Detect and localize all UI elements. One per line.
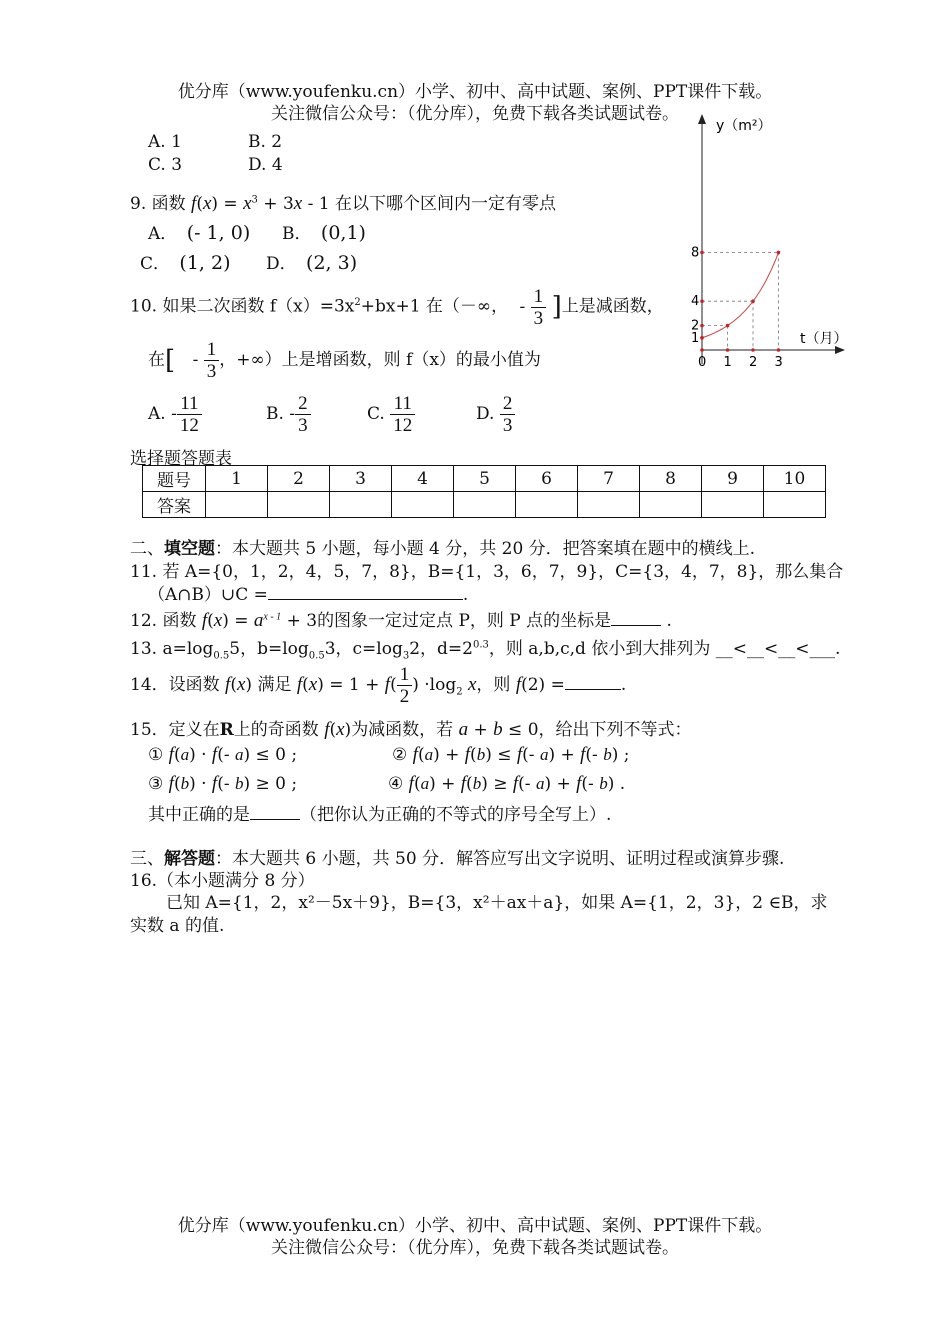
q10-fraction-1: $\frac{1}{3}$ [531,286,547,329]
q9-option-d: D． (2, 3) [266,252,358,274]
answer-cell[interactable] [330,492,392,518]
q9-question: 9. 函数 $f(x) = x^3 + 3x - 1$ 在以下哪个区间内一定有零点 [130,193,556,214]
q15-inequality-4: ④ f(a) + f(b) ≥ f(- a) + f(- b) . [388,773,626,794]
y-axis-arrow [698,114,706,124]
table-header-cell: 7 [578,466,640,492]
y-tick-label: 2 [691,318,700,334]
x-axis-label: t（月） [800,331,848,347]
answer-cell[interactable] [640,492,702,518]
y-axis-point [700,299,704,303]
q9-lead: 9. 函数 [130,194,186,214]
q10-option-b: B. - $\frac{2}{3}$ [266,389,311,439]
answer-cell[interactable] [454,492,516,518]
q8-option-c: C. 3 [148,155,183,175]
x-axis-point [751,348,755,352]
growth-curve [702,252,779,337]
q13-question: 13. $a=\log_{0.5}5$，$b=\log_{0.5}3$，$c=\log_32$，$d=2^{0.3}$，则 a,b,c,d 依小到大排列为 __<__<__<___. [130,639,841,662]
answer-cell[interactable] [578,492,640,518]
q9-option-c: C． (1, 2) [140,252,231,274]
row-header-answer: 答案 [143,492,206,518]
answer-cell[interactable] [764,492,826,518]
q10-option-c: C. $\frac{11}{12}$ [367,389,415,439]
table-header-cell: 4 [392,466,454,492]
table-header-cell: 6 [516,466,578,492]
q16-line-1: 已知 A={1，2，x²－5x＋9}，B={3，x²＋ax＋a}，如果 A={1，2，3}，2 ∈B，求 [166,893,828,913]
q16-title: 16.（本小题满分 8 分） [130,871,315,891]
q15-inequality-3: ③ f(b) · f(- b) ≥ 0 ; [148,773,298,794]
q15-inequality-2: ② f(a) + f(b) ≤ f(- a) + f(- b) ; [392,744,630,765]
q16-line-2: 实数 a 的值. [130,916,225,936]
x-tick-label: 1 [723,355,732,370]
answer-cell[interactable] [268,492,330,518]
answer-cell[interactable] [206,492,268,518]
q15-question: 15．定义在R上的奇函数 f(x)为减函数，若 a + b ≤ 0，给出下列不等式： [130,719,692,740]
table-header-cell: 1 [206,466,268,492]
data-point [726,324,730,328]
data-point [777,251,781,255]
footer-line-1: 优分库（www.youfenku.cn）小学、初中、高中试题、案例、PPT课件下载。 [177,1216,773,1236]
y-tick-label: 1 [691,330,700,346]
q8-option-a: A. 1 [148,132,182,152]
row-header-number: 题号 [143,466,206,492]
q11-line-2: （A∩B）∪C = . [148,585,469,605]
y-axis-point [700,336,704,340]
q10-option-d: D. $\frac{2}{3}$ [476,389,515,439]
x-axis-arrow [835,346,845,354]
y-axis-point [700,324,704,328]
q9-tail: 在以下哪个区间内一定有零点 [334,194,556,214]
q8-option-b: B. 2 [248,132,283,152]
x-tick-label: 3 [774,355,783,370]
table-header-cell: 3 [330,466,392,492]
q10-option-a: A. - $\frac{11}{12}$ [148,389,202,439]
y-tick-label: 8 [691,245,700,261]
y-axis-point [700,251,704,255]
q12-question: 12. 函数 $f(x) = a^{x - 1} + 3$的图象一定过定点 P，则 P 点的坐标是 . [130,610,672,631]
x-axis-point [777,348,781,352]
q10-fraction-2: $\frac{1}{3}$ [204,339,220,382]
table-header-cell: 2 [268,466,330,492]
answer-table-title: 选择题答题表 [130,449,232,469]
answer-table [142,465,826,518]
answer-cell[interactable] [516,492,578,518]
q10-line-2: 在[ - $\frac{1}{3}$ ，+∞）上是增函数，则 f（x）的最小值为 [148,339,541,382]
answer-cell[interactable] [392,492,454,518]
table-header-cell: 10 [764,466,826,492]
header-line-1: 优分库（www.youfenku.cn）小学、初中、高中试题、案例、PPT课件下载。 [177,82,773,102]
answer-cell[interactable] [702,492,764,518]
x-tick-label: 0 [698,355,707,370]
section-2-heading: 二、填空题：本大题共 5 小题，每小题 4 分，共 20 分．把答案填在题中的横线上. [130,539,756,559]
y-tick-label: 4 [691,294,700,310]
table-header-cell: 8 [640,466,702,492]
table-header-cell: 5 [454,466,516,492]
q11-line-1: 11. 若 A={0，1，2，4，5，7，8}，B={1，3，6，7，9}，C={3，4，7，8}，那么集合 [130,562,844,582]
section-3-heading: 三、解答题：本大题共 6 小题，共 50 分．解答应写出文字说明、证明过程或演算步骤. [130,849,785,869]
q15-inequality-1: ① f(a) · f(- a) ≤ 0 ; [148,744,298,765]
y-axis-label: y（m²） [716,118,772,134]
footer-line-2: 关注微信公众号：（优分库），免费下载各类试题试卷。 [271,1238,679,1258]
x-axis-point [726,348,730,352]
x-axis-point [700,348,704,352]
growth-graph [690,110,855,375]
x-tick-label: 2 [749,355,758,370]
q15-note: 其中正确的是 （把你认为正确的不等式的序号全写上）. [148,805,612,825]
q14-question: 14．设函数 f(x) 满足 f(x) = 1 + f( $\frac{1}{2}$ ) $\cdot\log_2$ x，则 f(2) = . [130,664,627,707]
q9-option-a: A． (- 1, 0) [148,222,251,244]
data-point [751,299,755,303]
q10-line-1: 10. 如果二次函数 $f(x)=3x^2+bx+1$ 在（－∞， - $\frac{1}{3}$ ]上是减函数， [130,285,664,329]
header-line-2: 关注微信公众号：（优分库），免费下载各类试题试卷。 [271,104,679,124]
q9-option-b: B． (0,1) [282,222,366,244]
table-header-cell: 9 [702,466,764,492]
q8-option-d: D. 4 [248,155,283,175]
